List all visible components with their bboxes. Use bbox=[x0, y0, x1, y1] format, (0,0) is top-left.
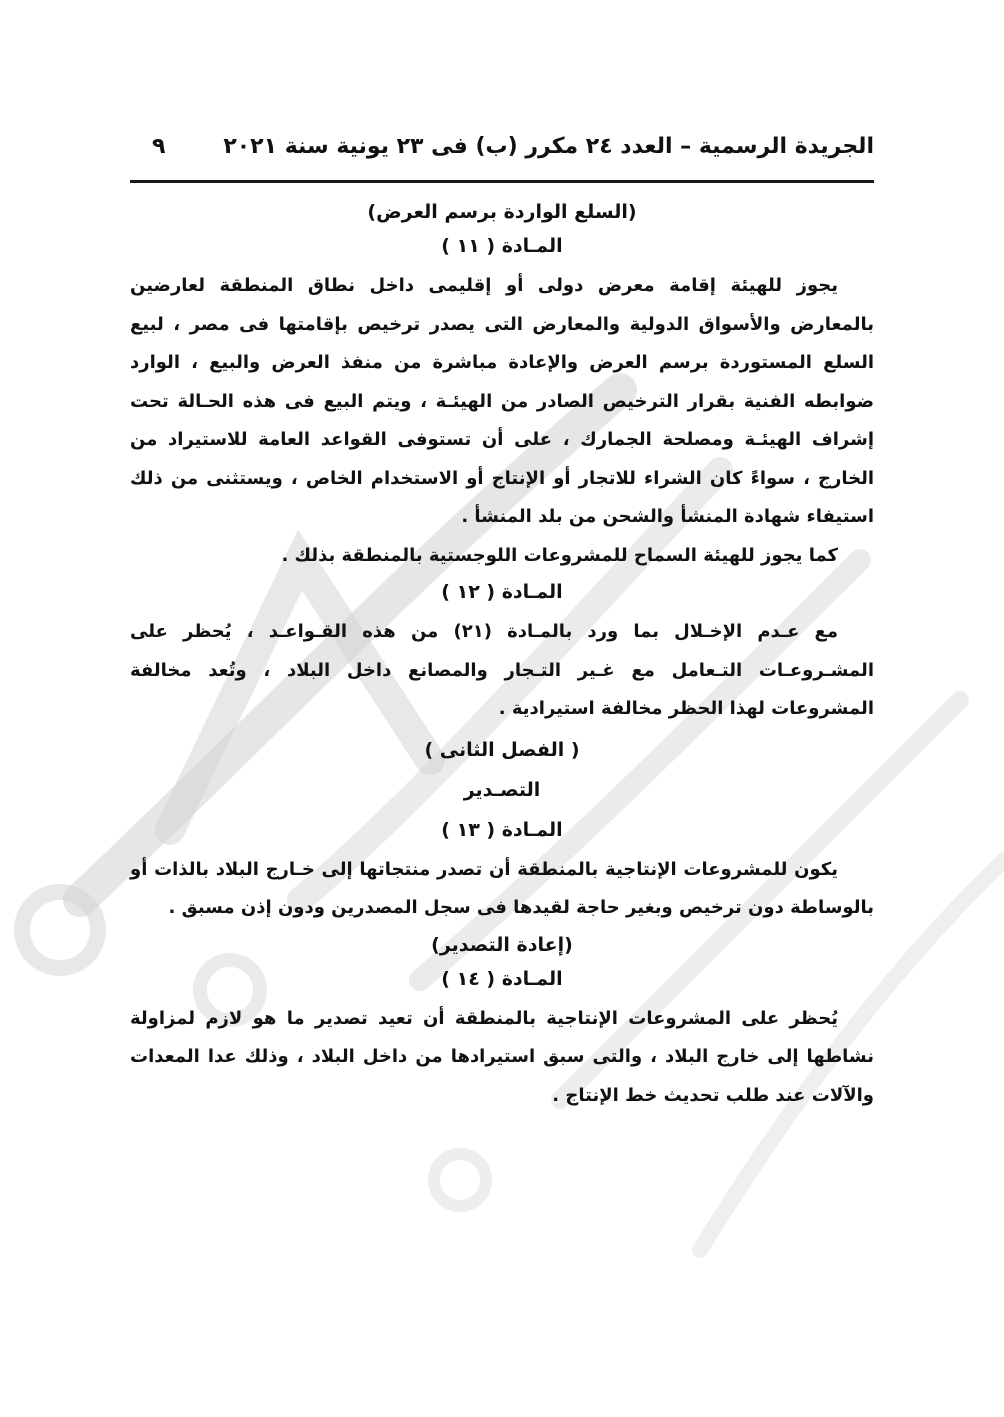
document-page bbox=[130, 118, 874, 1115]
article-11-paragraph-2: كما يجوز للهيئة السماح للمشروعات اللوجستية بالمنطقة بذلك . bbox=[281, 544, 838, 566]
section-heading: (السلع الواردة برسم العرض) bbox=[367, 201, 637, 223]
section-heading-reexport: (إعادة التصدير) bbox=[431, 933, 573, 956]
article-12-heading: المـادة ( ١٢ ) bbox=[441, 581, 563, 603]
article-14-heading: المـادة ( ١٤ ) bbox=[441, 967, 563, 990]
article-13-heading: المـادة ( ١٣ ) bbox=[441, 818, 563, 841]
gazette-header-title: الجريدة الرسمية – العدد ٢٤ مكرر (ب) فى ٢٣ يونية سنة ٢٠٢١ bbox=[223, 133, 874, 159]
article-11-heading: المـادة ( ١١ ) bbox=[441, 235, 563, 257]
article-14-paragraph: يُحظر على المشروعات الإنتاجية بالمنطقة أن تعيد تصدير ما هو لازم لمزاولة نشاطها إلى خارج البلاد ، والتى سبق استيرادها من داخل البلاد ، وذلك عدا المعدات والآلات عند طلب تحديث خط الإنتاج . bbox=[130, 1007, 874, 1106]
chapter-heading: ( الفصل الثانى ) bbox=[424, 738, 580, 761]
chapter-title: التصـدير bbox=[463, 778, 541, 801]
article-11-paragraph-1: يجوز للهيئة إقامة معرض دولى أو إقليمى داخل نطاق المنطقة لعارضين بالمعارض والأسواق الدولية والمعارض التى يصدر ترخيص بإقامتها فى مصر ، لبيع السلع المستوردة برسم العرض والإعادة مباشرة من منفذ العرض والبيع ، الوارد ضوابطه الفنية بقرار الترخيص الصادر من الهيئـة ، ويتم البيع فى هذه الحـالة تحت إشراف الهيئـة ومصلحة الجمارك ، على أن تستوفى القواعد العامة للاستيراد من الخارج ، سواءً كان الشراء للاتجار أو الإنتاج أو الاستخدام الخاص ، ويستثنى من ذلك استيفاء شهادة المنشأ والشحن من بلد المنشأ . bbox=[130, 275, 874, 527]
page-header bbox=[130, 118, 874, 183]
article-13-paragraph: يكون للمشروعات الإنتاجية بالمنطقة أن تصدر منتجاتها إلى خـارج البلاد بالذات أو بالوساطة دون ترخيص وبغير حاجة لقيدها فى سجل المصدرين ودون إذن مسبق . bbox=[130, 858, 874, 918]
page-number: ٩ bbox=[152, 133, 166, 159]
article-12-paragraph: مع عـدم الإخـلال بما ورد بالمـادة (٢١) من هذه القـواعـد ، يُحظر على المشـروعـات التـعامل مع غـير التـجار والمصانع داخل البلاد ، وتُعد مخالفة المشروعات لهذا الحظر مخالفة استيرادية . bbox=[130, 621, 874, 719]
